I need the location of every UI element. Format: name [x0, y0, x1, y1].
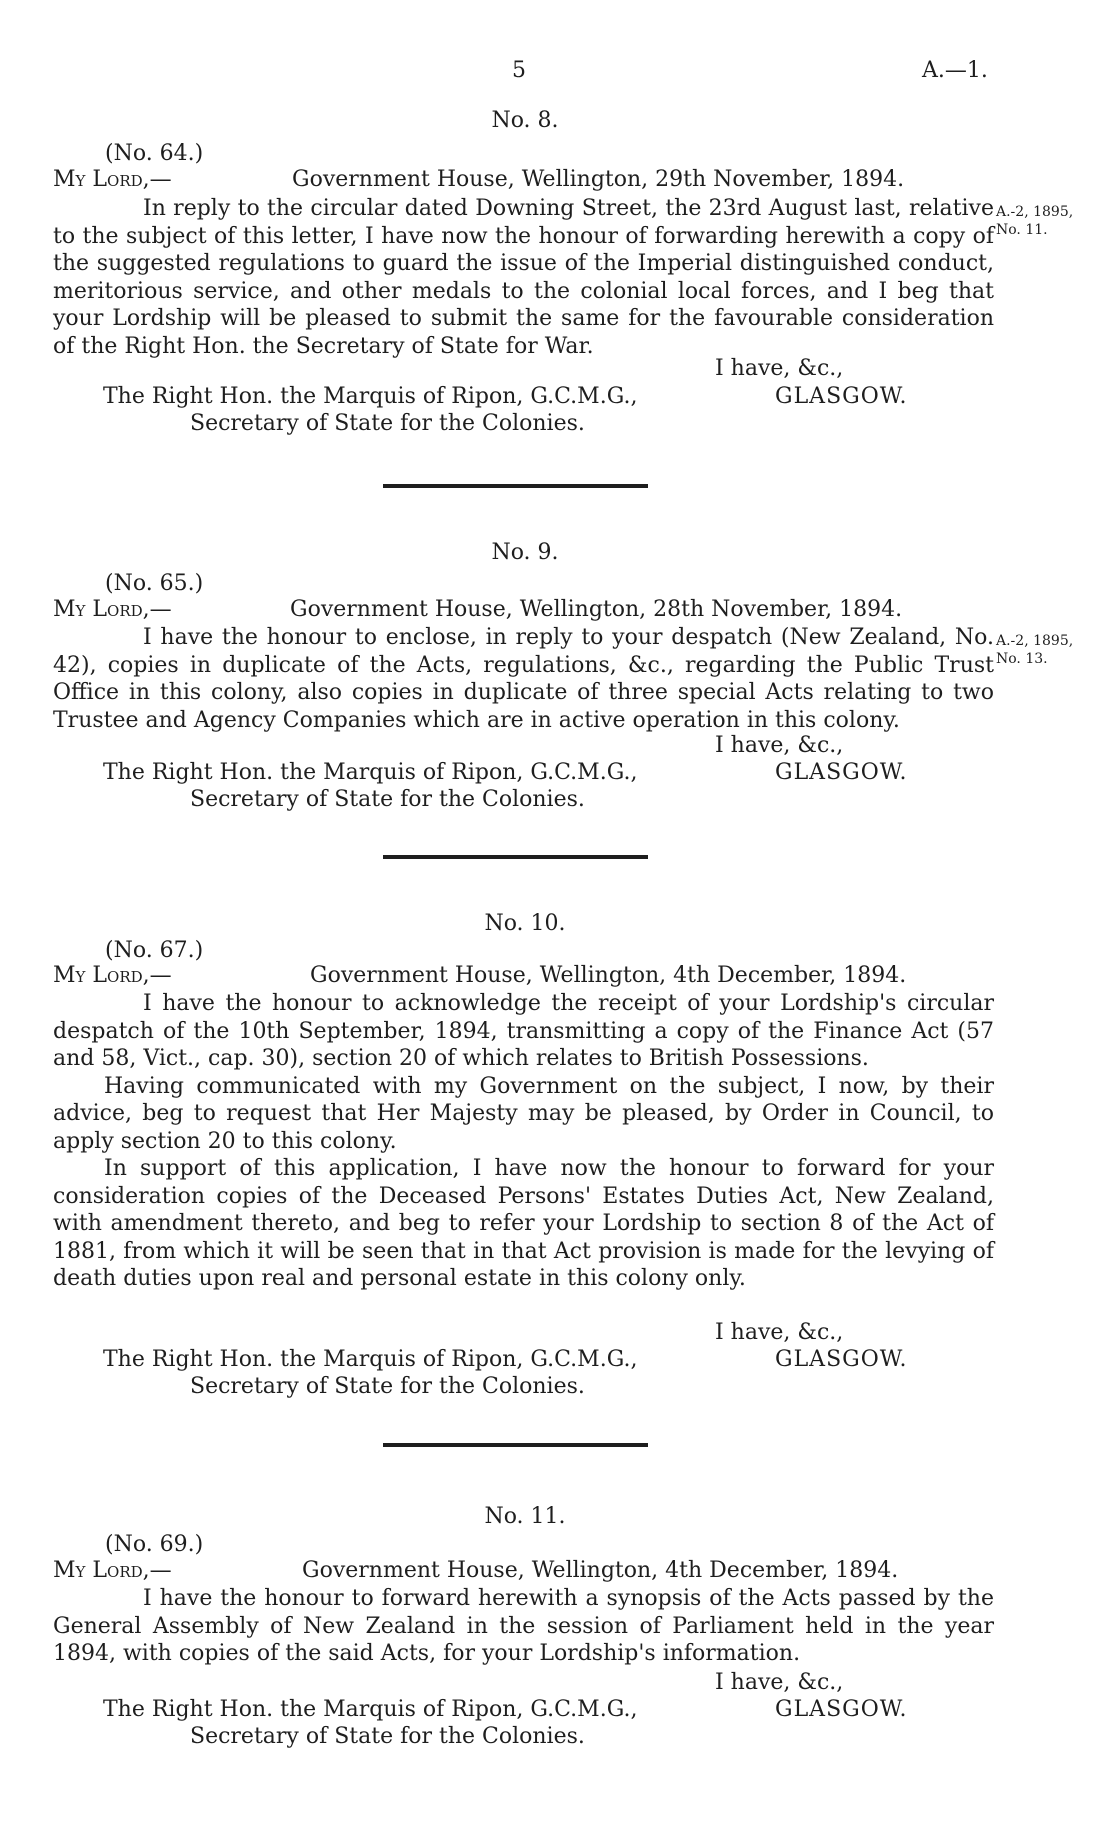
signature: GLASGOW. — [775, 384, 908, 409]
margin-note — [996, 632, 1114, 668]
paragraph: In reply to the circular dated Downing Street, the 23rd August last, relative to the subject of this letter, I have now the honour of forwarding herewith a copy of the suggested regulations to guard the issue of the Imperial distinguished conduct, meritorious service, and other medals to the colonial local forces, and I beg that your Lordship will be pleased to submit the same for the favourable consideration of the Right Hon. the Secretary of State for War. — [53, 196, 994, 359]
reference-number: (No. 69.) — [105, 1532, 204, 1557]
addressee: The Right Hon. the Marquis of Ripon, G.C.M.G., — [103, 1697, 638, 1722]
addressee: The Right Hon. the Marquis of Ripon, G.C.M.G., — [103, 1347, 638, 1372]
place-date: Government House, Wellington, 28th November, 1894. — [290, 597, 903, 622]
closing: I have, &c., — [715, 356, 844, 381]
addressee: The Right Hon. the Marquis of Ripon, G.C.M.G., — [103, 384, 638, 409]
section-divider — [383, 855, 648, 859]
salutation: My Lord,— — [53, 167, 172, 192]
document-code: A.—1. — [922, 58, 988, 83]
addressee-title: Secretary of State for the Colonies. — [190, 411, 585, 436]
margin-note — [996, 203, 1114, 239]
letter-body — [53, 990, 994, 1293]
salutation: My Lord,— — [53, 1558, 172, 1583]
addressee-title: Secretary of State for the Colonies. — [190, 1374, 585, 1399]
place-date: Government House, Wellington, 29th November, 1894. — [292, 167, 905, 192]
margin-note-line: A.-2, 1895, — [996, 633, 1074, 649]
margin-note-line: No. 13. — [996, 651, 1048, 667]
margin-note-line: A.-2, 1895, — [996, 204, 1074, 220]
margin-note-line: No. 11. — [996, 222, 1048, 238]
letter-number: No. 8. — [491, 108, 559, 133]
place-date: Government House, Wellington, 4th December, 1894. — [302, 1558, 899, 1583]
addressee-title: Secretary of State for the Colonies. — [190, 1724, 585, 1749]
paragraph: Having communicated with my Government on the subject, I now, by their advice, beg to request that Her Majesty may be pleased, by Order in Council, to apply section 20 to this colony. — [53, 1073, 994, 1154]
page-header — [0, 58, 1114, 88]
addressee: The Right Hon. the Marquis of Ripon, G.C.M.G., — [103, 760, 638, 785]
place-date: Government House, Wellington, 4th December, 1894. — [310, 963, 907, 988]
signature: GLASGOW. — [775, 760, 908, 785]
page-number: 5 — [512, 58, 526, 83]
letter-body — [53, 1585, 994, 1668]
closing: I have, &c., — [715, 1670, 844, 1695]
addressee-title: Secretary of State for the Colonies. — [190, 787, 585, 812]
salutation: My Lord,— — [53, 963, 172, 988]
signature: GLASGOW. — [775, 1697, 908, 1722]
letter-body — [53, 624, 994, 734]
letter-number: No. 11. — [484, 1504, 566, 1529]
closing: I have, &c., — [715, 733, 844, 758]
closing: I have, &c., — [715, 1320, 844, 1345]
signature: GLASGOW. — [775, 1347, 908, 1372]
paragraph: I have the honour to enclose, in reply to your despatch (New Zealand, No. 42), copies in duplicate of the Acts, regulations, &c., regarding the Public Trust Office in this colony, also copies in duplicate of three special Acts relating to two Trustee and Agency Companies which are in active operation in this colony. — [53, 625, 994, 733]
salutation: My Lord,— — [53, 597, 172, 622]
reference-number: (No. 64.) — [105, 141, 204, 166]
paragraph: I have the honour to acknowledge the receipt of your Lordship's circular despatch of the 10th September, 1894, transmitting a copy of the Finance Act (57 and 58, Vict., cap. 30), section 20 of which relates to British Possessions. — [53, 991, 994, 1071]
section-divider — [383, 1443, 648, 1447]
letter-number: No. 9. — [491, 540, 559, 565]
reference-number: (No. 65.) — [105, 571, 204, 596]
section-divider — [383, 484, 648, 488]
reference-number: (No. 67.) — [105, 938, 204, 963]
paragraph: In support of this application, I have now the honour to forward for your consideration copies of the Deceased Persons' Estates Duties Act, New Zealand, with amendment thereto, and beg to refer your Lordship to section 8 of the Act of 1881, from which it will be seen that in that Act provision is made for the levying of death duties upon real and personal estate in this colony only. — [53, 1156, 994, 1291]
letter-body — [53, 195, 994, 360]
paragraph: I have the honour to forward herewith a synopsis of the Acts passed by the General Assembly of New Zealand in the session of Parliament held in the year 1894, with copies of the said Acts, for your Lordship's information. — [53, 1586, 994, 1666]
letter-number: No. 10. — [484, 911, 566, 936]
